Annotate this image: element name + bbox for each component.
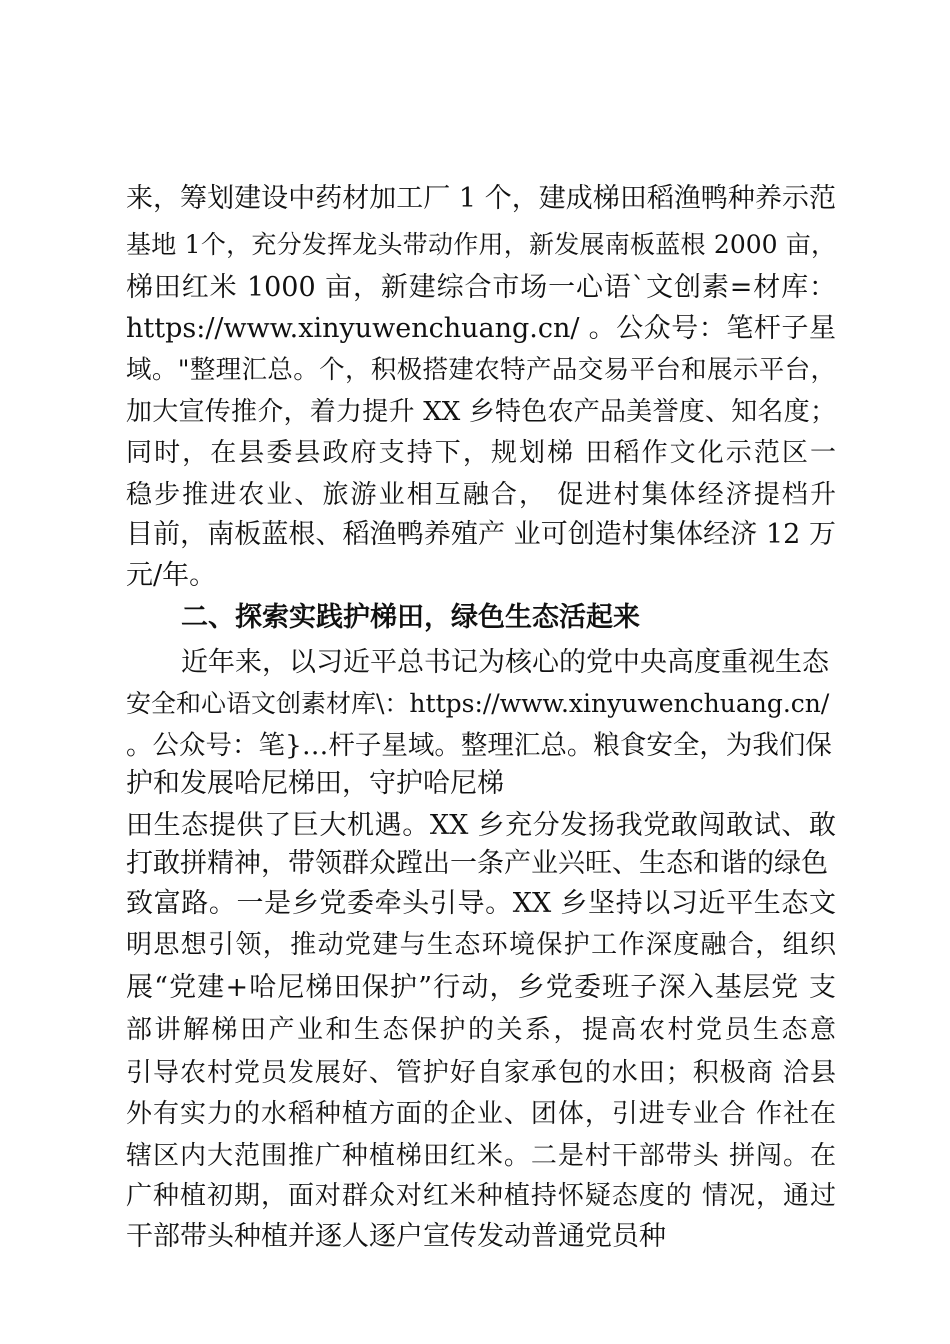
paragraph-line: 基地 1个，充分发挥龙头带动作用，新发展南板蓝根 2000 亩， [126, 230, 836, 259]
paragraph-line: 打敢拼精神，带领群众蹚出一条产业兴旺、生态和谐的绿色 [126, 848, 828, 879]
paragraph-line: 广种植初期，面对群众对红米种植持怀疑态度的 情况，通过 [126, 1181, 836, 1211]
paragraph-line: 干部带头种植并逐人逐户宣传发动普通党员种 [126, 1221, 666, 1252]
paragraph-line: 同时，在县委县政府支持下，规划梯 田稻作文化示范区一 [126, 438, 836, 468]
paragraph-line: 来，筹划建设中药材加工厂 1 个，建成梯田稻渔鸭种养示范 [126, 183, 836, 214]
paragraph-line: 致富路。一是乡党委牵头引导。XX 乡坚持以习近平生态文 [126, 888, 836, 919]
paragraph-line: 部讲解梯田产业和生态保护的关系，提高农村党员生态意 [126, 1015, 836, 1045]
paragraph-line: 目前，南板蓝根、稻渔鸭养殖产 业可创造村集体经济 12 万 [126, 519, 836, 550]
paragraph-line: 辖区内大范围推广种植梯田红米。二是村干部带头 拼闯。在 [126, 1141, 836, 1171]
paragraph-line: 明思想引领，推动党建与生态环境保护工作深度融合，组织 [126, 930, 836, 960]
paragraph-line: 引导农村党员发展好、管护好自家承包的水田；积极商 洽县 [126, 1058, 836, 1088]
paragraph-line: 域。"整理汇总。个，积极搭建农特产品交易平台和展示平台， [126, 355, 836, 385]
paragraph-line: 田生态提供了巨大机遇。XX 乡充分发扬我党敢闯敢试、敢 [126, 810, 836, 841]
paragraph-line: https://www.xinyuwenchuang.cn/ 。公众号：笔杆子星 [126, 313, 836, 344]
paragraph-line: 稳步推进农业、旅游业相互融合， 促进村集体经济提档升 [126, 480, 836, 510]
paragraph-line: 元/年。 [126, 560, 217, 591]
paragraph-line: 安全和心语文创素材库\：https://www.xinyuwenchuang.cn/ [126, 689, 830, 718]
paragraph-line: 加大宣传推介，着力提升 XX 乡特色农产品美誉度、知名度； [126, 397, 836, 427]
paragraph-line: 护和发展哈尼梯田，守护哈尼梯 [126, 768, 504, 799]
section-heading: 二、探索实践护梯田，绿色生态活起来 [181, 602, 640, 633]
paragraph-line: 外有实力的水稻种植方面的企业、团体，引进专业合 作社在 [126, 1099, 836, 1129]
paragraph-line: 梯田红米 1000 亩，新建综合市场一心语`文创素=材库： [126, 272, 836, 303]
paragraph-line: 。公众号：笔}…杆子星域。整理汇总。粮食安全，为我们保 [126, 730, 832, 761]
paragraph-line: 展“党建+哈尼梯田保护”行动，乡党委班子深入基层党 支 [126, 972, 836, 1003]
paragraph-line: 近年来，以习近平总书记为核心的党中央高度重视生态 [181, 647, 829, 678]
